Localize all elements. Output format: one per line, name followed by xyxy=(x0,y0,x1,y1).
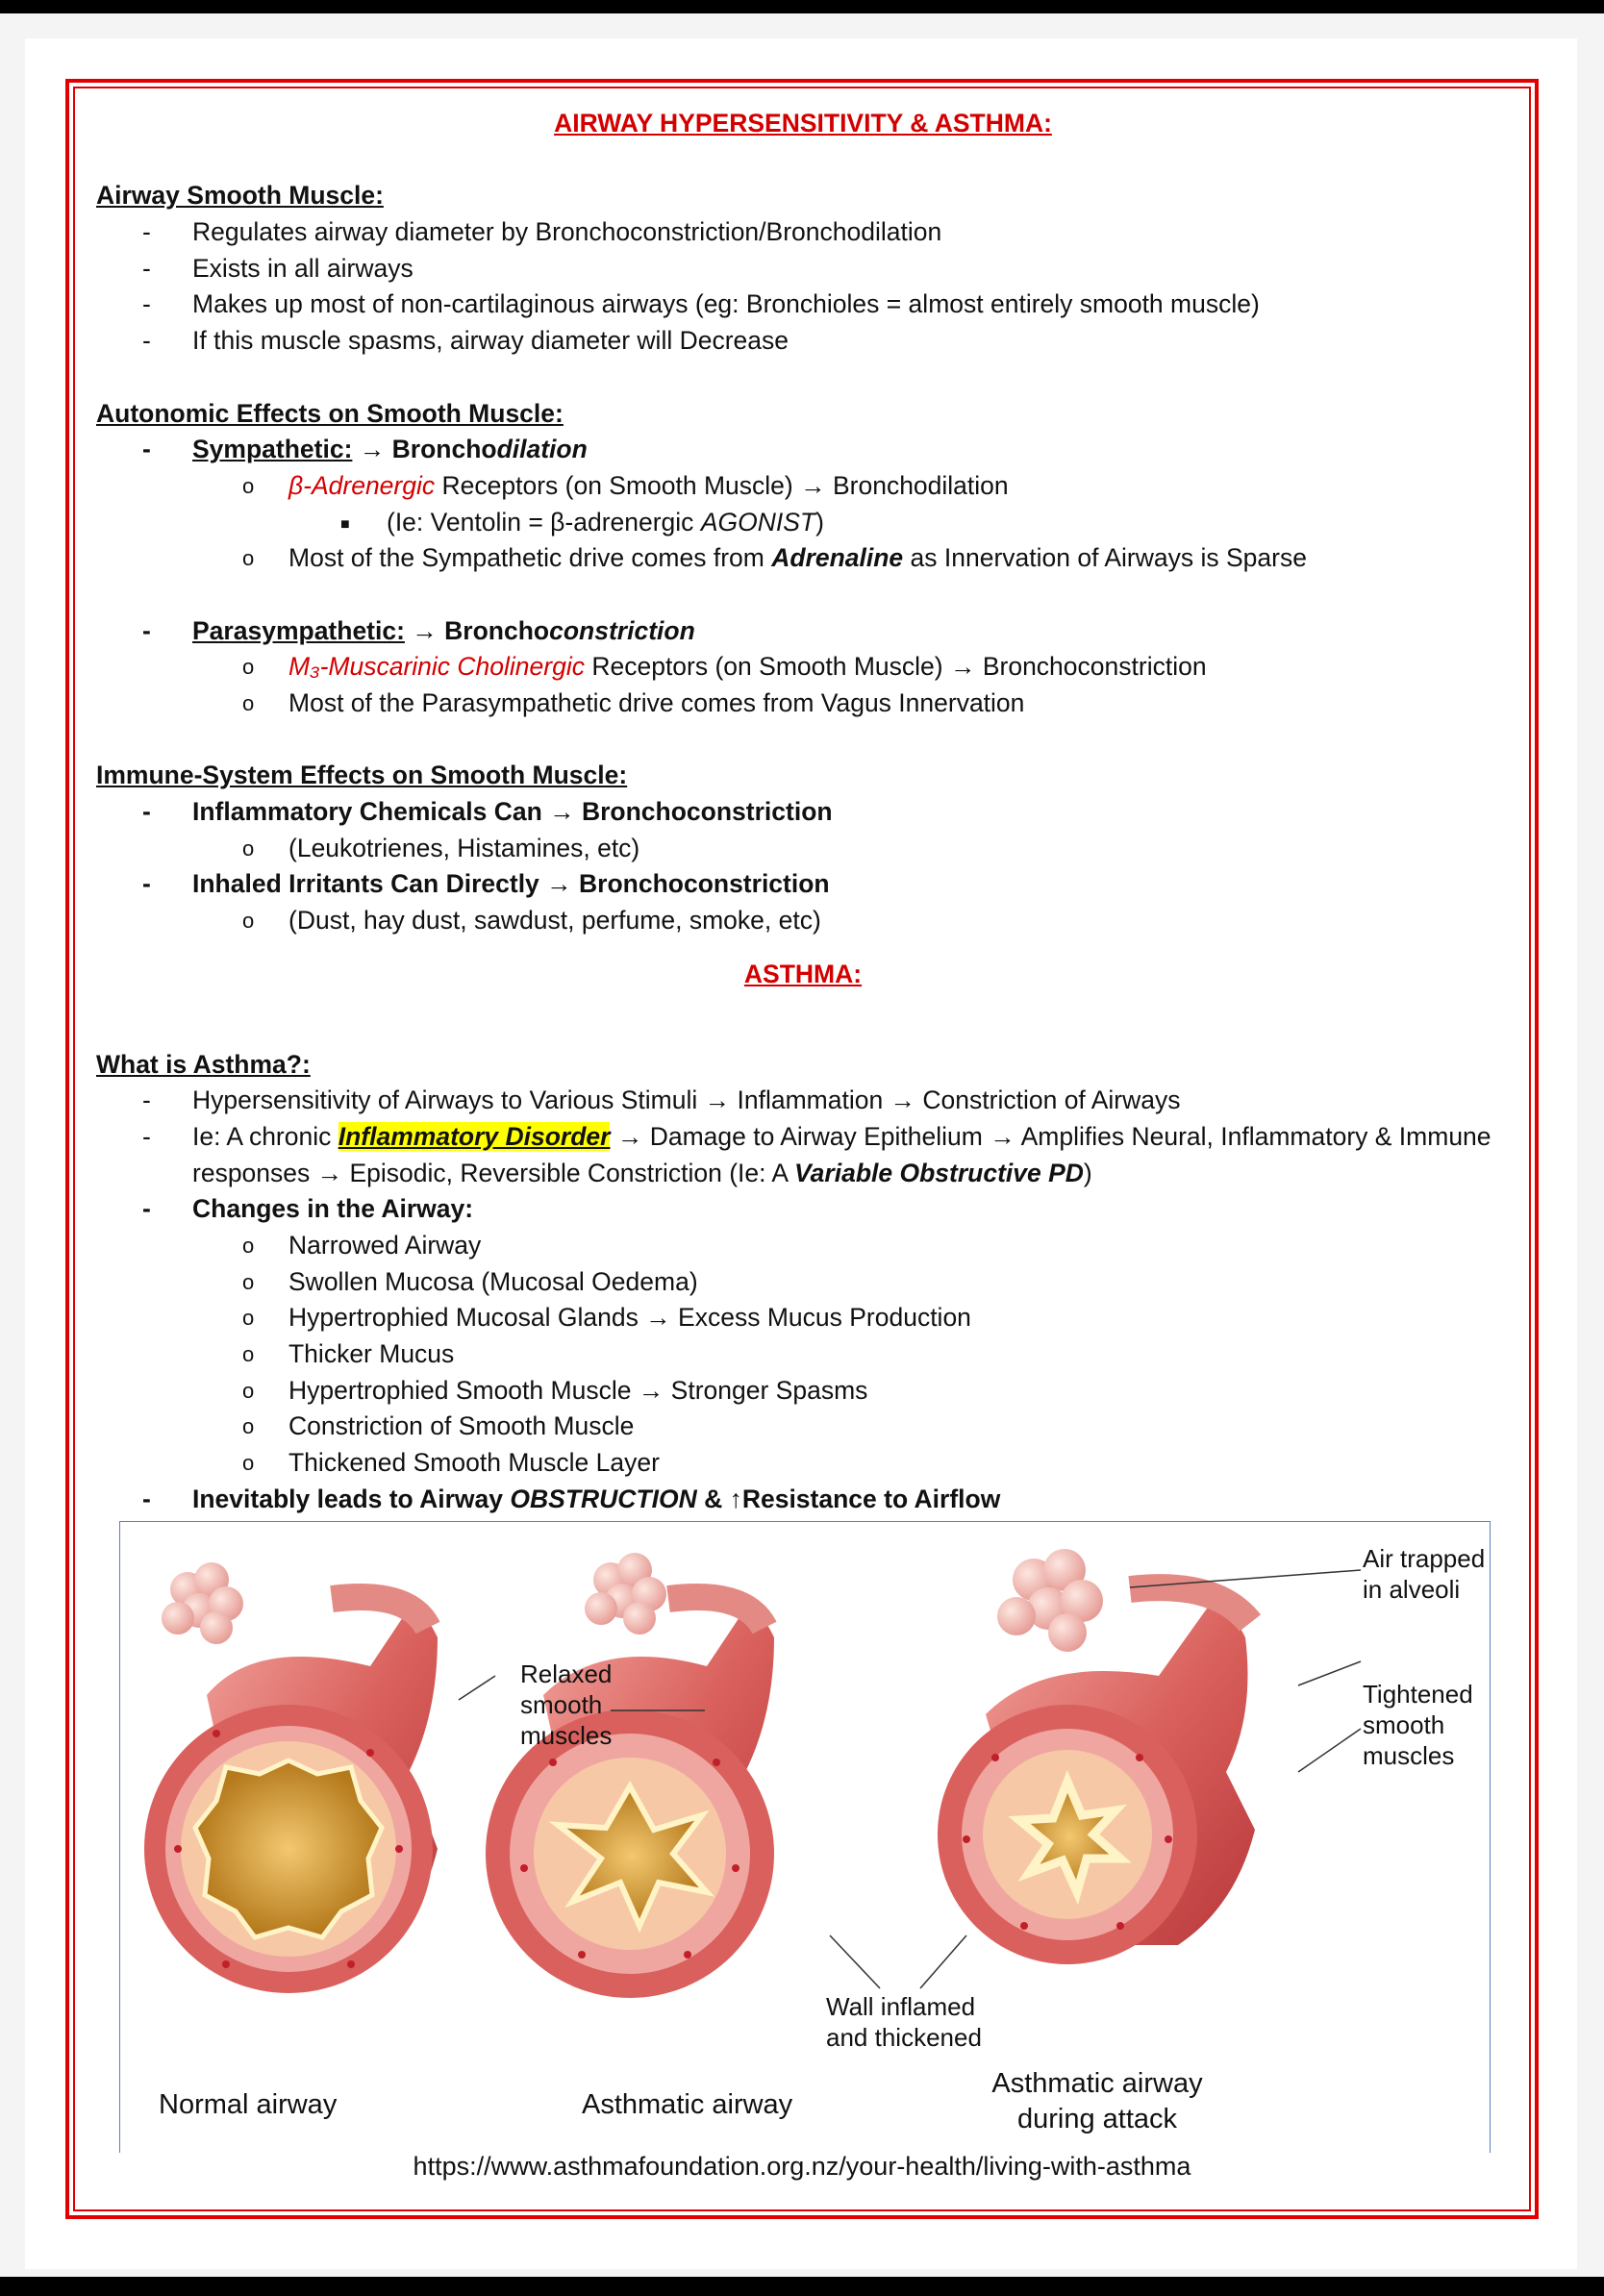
caption-asthmatic-airway: Asthmatic airway xyxy=(582,2089,793,2120)
source-url: https://www.asthmafoundation.org.nz/your-health/living-with-asthma xyxy=(413,2152,1191,2181)
label-air-trapped: Air trapped in alveoli xyxy=(1363,1544,1486,1604)
sympathetic-item: - Sympathetic: → Bronchodilation xyxy=(142,435,588,464)
highlighted-term: Inflammatory Disorder xyxy=(338,1121,611,1151)
alveoli-cluster xyxy=(997,1549,1103,1652)
document-body xyxy=(96,106,1510,1517)
bottom-bar xyxy=(0,2277,1604,2296)
list-item: o β-Adrenergic Receptors (on Smooth Muscle) → Bronchodilation xyxy=(242,470,1009,500)
parasympathetic-item: - Parasympathetic: → Bronchoconstriction xyxy=(142,615,695,645)
airway-illustration xyxy=(119,1521,1491,2153)
leader-line-tight xyxy=(1298,1729,1361,1772)
heading-immune: Immune-System Effects on Smooth Muscle: xyxy=(96,761,628,790)
list-item: o Most of the Parasympathetic drive comes from Vagus Innervation xyxy=(242,688,1025,717)
list-item: o (Dust, hay dust, sawdust, perfume, smoke, etc) xyxy=(242,906,821,936)
list-item: - Ie: A chronic Inflammatory Disorder → Damage to Airway Epithelium → Amplifies Neural, Inflammatory & Immune responses → Episodic, Reversible Constriction (Ie: A Variable Obstructive PD) xyxy=(142,1121,1491,1187)
alveoli-cluster xyxy=(162,1562,243,1644)
caption-normal-airway: Normal airway xyxy=(159,2089,338,2120)
asthmatic-airway-drawing xyxy=(486,1553,774,1998)
list-item: o Narrowed Airway xyxy=(242,1230,482,1260)
label-relaxed-smooth-muscles: Relaxed smooth muscles xyxy=(520,1660,613,1750)
attack-airway-drawing xyxy=(938,1549,1255,1964)
list-item: o Swollen Mucosa (Mucosal Oedema) xyxy=(242,1266,698,1296)
normal-airway-drawing xyxy=(144,1562,438,1993)
list-item: o Constriction of Smooth Muscle xyxy=(242,1411,635,1441)
list-item: o Thickened Smooth Muscle Layer xyxy=(242,1448,660,1478)
list-item: o (Leukotrienes, Histamines, etc) xyxy=(242,833,640,862)
heading-what-is-asthma: What is Asthma?: xyxy=(96,1049,311,1079)
caption-attack-airway: Asthmatic airway during attack xyxy=(991,2068,1203,2134)
list-item: - Makes up most of non-cartilaginous airways (eg: Bronchioles = almost entirely smooth muscle) xyxy=(142,289,1260,319)
list-item: - Hypersensitivity of Airways to Various Stimuli → Inflammation → Constriction of Airways xyxy=(142,1086,1181,1115)
heading-airway-smooth-muscle: Airway Smooth Muscle: xyxy=(96,181,384,211)
label-tightened-smooth-muscles: Tightened smooth muscles xyxy=(1363,1680,1473,1770)
list-item: - Inevitably leads to Airway OBSTRUCTION & ↑Resistance to Airflow xyxy=(142,1484,1001,1513)
list-item: o Hypertrophied Mucosal Glands → Excess Mucus Production xyxy=(242,1303,971,1333)
document-title: AIRWAY HYPERSENSITIVITY & ASTHMA: xyxy=(554,109,1052,137)
list-item: - Inflammatory Chemicals Can → Bronchoconstriction xyxy=(142,797,833,827)
leader-line-wall xyxy=(830,1935,880,1988)
leader-line-relaxed xyxy=(459,1676,495,1700)
list-item: - If this muscle spasms, airway diameter will Decrease xyxy=(142,326,789,356)
alveoli-cluster xyxy=(585,1553,666,1635)
list-item: o Most of the Sympathetic drive comes from Adrenaline as Innervation of Airways is Sparse xyxy=(242,543,1307,573)
list-item: - Regulates airway diameter by Bronchoconstriction/Bronchodilation xyxy=(142,217,942,247)
list-item: - Changes in the Airway: xyxy=(142,1194,474,1224)
heading-autonomic: Autonomic Effects on Smooth Muscle: xyxy=(96,398,564,428)
list-item: o Hypertrophied Smooth Muscle → Stronger Spasms xyxy=(242,1375,868,1405)
list-item: - Inhaled Irritants Can Directly → Bronchoconstriction xyxy=(142,869,830,899)
leader-line-wall xyxy=(920,1935,966,1988)
label-wall-inflamed: Wall inflamed and thickened xyxy=(826,1992,982,2052)
leader-line-tight xyxy=(1298,1661,1361,1685)
airway-illustration-graphic xyxy=(120,1522,1490,2153)
list-item: ■ (Ie: Ventolin = β-adrenergic AGONIST) xyxy=(340,507,824,537)
list-item: o Thicker Mucus xyxy=(242,1339,455,1369)
top-bar xyxy=(0,0,1604,13)
list-item: - Exists in all airways xyxy=(142,253,414,283)
list-item: o M₃-Muscarinic Cholinergic Receptors (on Smooth Muscle) → Bronchoconstriction xyxy=(242,652,1207,682)
asthma-title: ASTHMA: xyxy=(743,959,863,988)
